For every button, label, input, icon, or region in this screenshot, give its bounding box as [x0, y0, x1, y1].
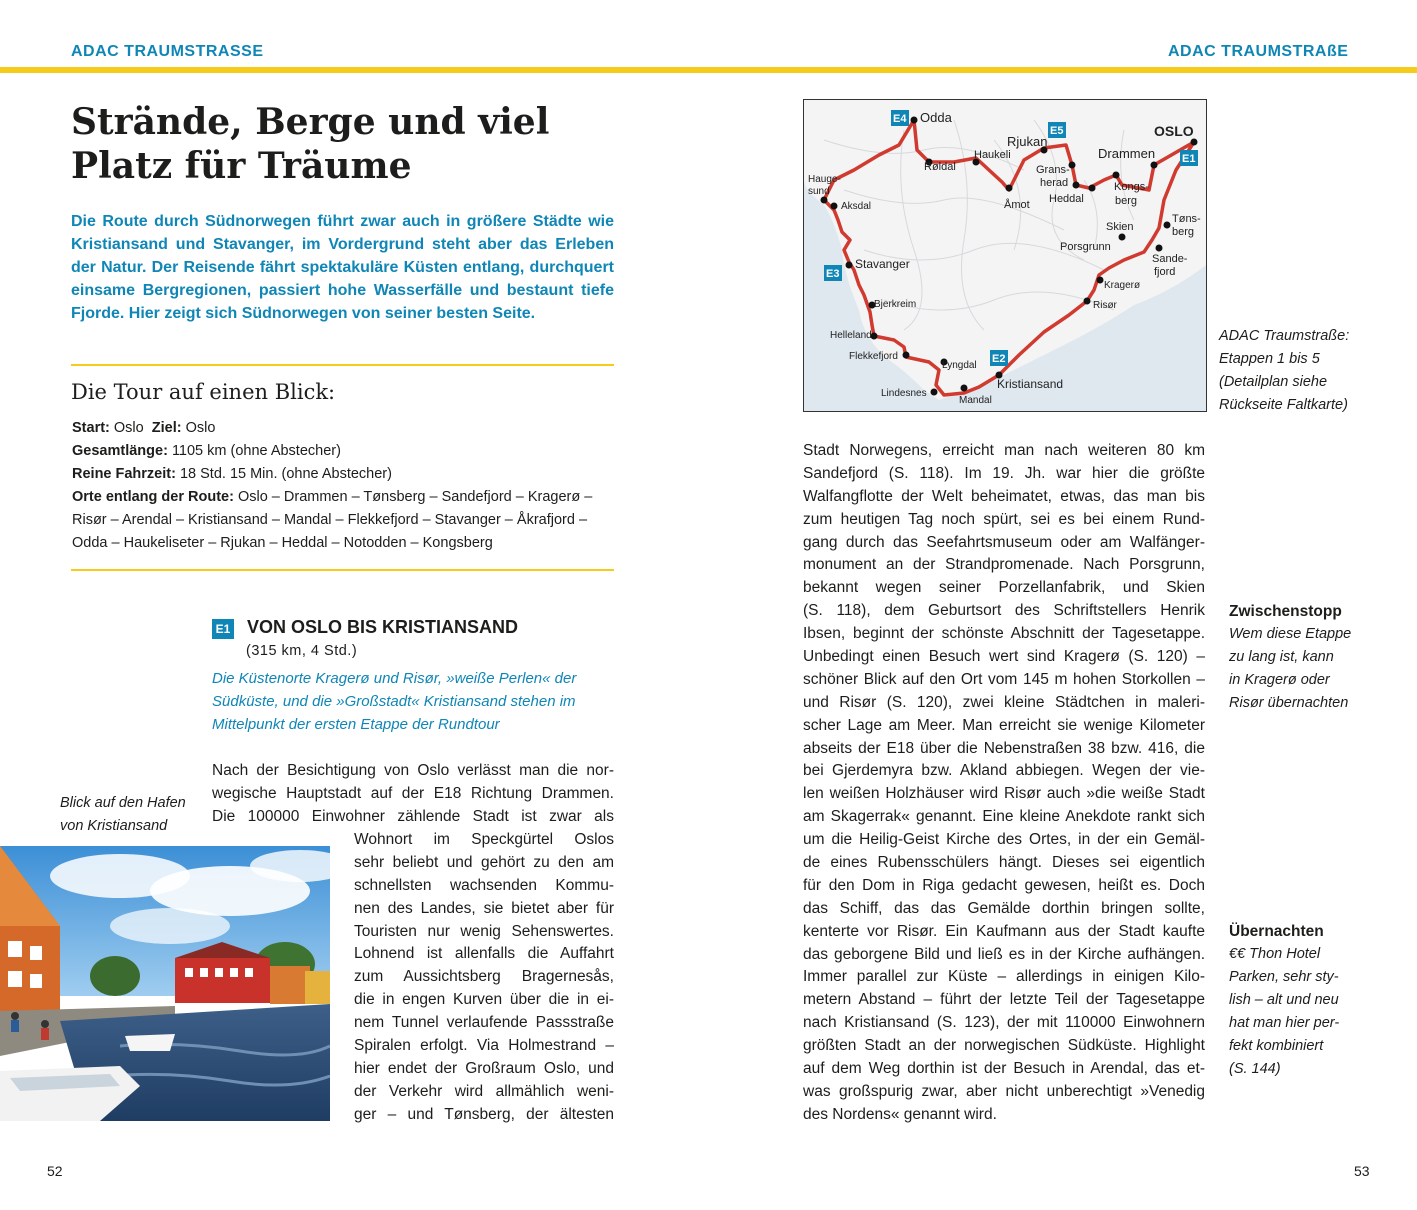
fact-value: Oslo	[113, 420, 144, 436]
fact-label: Reine Fahrzeit:	[72, 466, 176, 482]
body-line: das geborgene Bild und ließ es in der Kirche aufhängen.	[803, 945, 1205, 963]
body-line: hier endet der Großraum Oslo, und	[354, 1059, 614, 1077]
body-text-wide	[212, 760, 614, 829]
body-line: nach Kristiansand (S. 123), der mit 110000 Einwohnern	[803, 1014, 1205, 1032]
body-line: kenterte vor Risør. Ein Kaufmann aus der Stadt kaufte	[803, 922, 1205, 940]
fact-places	[72, 486, 617, 509]
overview-heading: Die Tour auf einen Blick:	[71, 380, 336, 404]
sidebar-line: lish – alt und neu	[1229, 992, 1339, 1008]
map-badge: E5	[1050, 125, 1064, 137]
body-line: de eines Rubensschülers hängt. Dieses sei eigentlich	[803, 854, 1205, 872]
sidebar-line: Wem diese Etappe	[1229, 626, 1352, 642]
caption-line: Blick auf den Hafen	[60, 795, 186, 811]
body-line: für den Dom in Riga gedacht gewesen, heißt es. Doch	[803, 876, 1205, 894]
body-line: Immer parallel zur Küste – allerdings in einigen Kilo-	[803, 968, 1205, 986]
sidebar-line: (S. 144)	[1229, 1061, 1281, 1077]
sidebar-line: Risør übernachten	[1229, 695, 1349, 711]
map-label: Grans-	[1036, 164, 1070, 176]
fact-label: Orte entlang der Route:	[72, 489, 234, 505]
map-label: Heddal	[1049, 193, 1084, 205]
body-line: nen des Landes, sie bietet aber für	[354, 899, 614, 917]
map-label: Sande-	[1152, 253, 1188, 265]
map-label: Kristiansand	[997, 377, 1064, 391]
body-line: das Schiff, das das Gemälde dorthin bringen sollte,	[803, 899, 1205, 917]
map-label: Lyngdal	[942, 360, 977, 371]
fact-places-cont: Risør – Arendal – Kristiansand – Mandal – Flekkefjord – Stavanger – Åkrafjord –	[72, 512, 588, 528]
body-line: Die 100000 Einwohner zählende Stadt ist zwar als	[212, 807, 614, 825]
fact-start	[72, 417, 617, 440]
fact-length	[72, 440, 617, 463]
body-line: was großspurig zwar, aber nicht unberechtigt »Venedig	[803, 1082, 1205, 1100]
body-line: bekannt wegen seiner Porzellanfabrik, und Skien	[803, 579, 1205, 597]
body-line: der Verkehr wird allmählich weni-	[354, 1082, 614, 1100]
caption-line: Etappen 1 bis 5	[1219, 351, 1320, 367]
map-badge: E4	[893, 113, 907, 125]
map-badge: E2	[992, 353, 1006, 365]
body-text-narrow	[354, 829, 614, 1127]
body-line: Unbedingt einen Besuch wert sind Kragerø (S. 120) –	[803, 648, 1205, 666]
sidebar-line: zu lang ist, kann	[1229, 649, 1334, 665]
body-line: ger – und Tønsberg, der ältesten	[354, 1105, 614, 1123]
sidebar-title: Zwischenstopp	[1229, 603, 1342, 620]
caption-line: (Detailplan siehe	[1219, 374, 1328, 390]
sidebar-line: in Kragerø oder	[1229, 672, 1330, 688]
body-line: größten Stadt an der norwegischen Südküste. Highlight	[803, 1037, 1205, 1055]
body-line: len weißen Holzhäuser wird Risør auch »die weiße Stadt	[803, 785, 1205, 803]
map-label: Odda	[920, 110, 952, 125]
body-line: Lohnend ist allenfalls die Auffahrt	[354, 945, 614, 963]
page-title-line: Strände, Berge und viel	[71, 101, 550, 143]
lead-paragraph: Die Route durch Südnorwegen führt zwar auch in größere Städte wie Kristiansand und Stavanger, im Vordergrund steht aber das Erleben der Natur. Der Reisende fährt spektakuläre Küsten entlang, durchquert einsame Bergregionen, passiert hohe Wasserfälle und bestaunt tiefe Fjorde. Hier zeigt sich Südnorwegen von seiner besten Seite.	[71, 213, 614, 322]
fact-value: 1105 km (ohne Abstecher)	[171, 443, 341, 459]
map-label: Haukeli	[974, 149, 1011, 161]
divider-bottom	[71, 569, 614, 571]
body-line: schöner Blick auf den Ort vom 145 m hohen Storkollen –	[803, 670, 1205, 688]
body-line: scher Lage am Meer. Man erreicht sie wenige Kilometer	[803, 716, 1205, 734]
body-line: und Risør (S. 120), zwei kleine Städtchen in maleri-	[803, 693, 1205, 711]
map-label: Røldal	[924, 161, 956, 173]
page-number-left: 52	[47, 1163, 63, 1179]
map-label: berg	[1115, 195, 1138, 207]
body-line: Spiralen erfolgt. Via Holmestrand –	[354, 1037, 614, 1055]
running-header-right: ADAC TRAUMSTRAßE	[1168, 43, 1349, 60]
stage-badge: E1	[212, 619, 234, 639]
route-map-svg	[804, 100, 1206, 411]
tour-facts	[72, 417, 617, 555]
divider-top	[71, 364, 614, 366]
route-map	[803, 99, 1207, 412]
page-title	[71, 100, 631, 188]
page-title-line: Platz für Träume	[71, 145, 412, 187]
fact-value: Oslo – Drammen – Tønsberg – Sandefjord – Kragerø –	[237, 489, 593, 505]
map-label: berg	[1172, 226, 1195, 238]
sidebar-line: Parken, sehr sty-	[1229, 969, 1339, 985]
body-line: die in engen Kurven über die in ei-	[354, 991, 614, 1009]
body-line: auf dem Weg dorthin ist der Besuch in Arendal, das et-	[803, 1060, 1205, 1078]
map-label: Bjerkreim	[874, 299, 917, 310]
body-line: Stadt Norwegens, erreicht man nach weiteren 80 km	[803, 442, 1205, 459]
caption-line: von Kristiansand	[60, 818, 168, 834]
map-label: sund	[808, 186, 830, 197]
body-line: zum Aussichtsberg Bragernesås,	[354, 968, 614, 986]
body-line: Wohnort im Speckgürtel Oslos	[354, 831, 614, 848]
fact-label: Gesamtlänge:	[72, 443, 168, 459]
body-text-right	[803, 440, 1205, 1127]
map-label: Hauge-	[808, 174, 841, 185]
map-caption	[1219, 325, 1349, 417]
harbour-photo	[0, 846, 330, 1121]
fact-places-cont: Odda – Haukeliseter – Rjukan – Heddal – Notodden – Kongsberg	[72, 535, 493, 551]
map-label: Flekkefjord	[849, 351, 898, 362]
body-line: zum heutigen Tag noch spürt, sei es bei einem Rund-	[803, 510, 1205, 528]
header-rule	[0, 67, 1417, 73]
running-header-left: ADAC TRAUMSTRASSE	[71, 43, 264, 60]
body-line: schnellsten wachsenden Kommu-	[354, 876, 614, 894]
map-label: OSLO	[1154, 123, 1194, 139]
body-line: metern Abstand – führt der letzte Teil der Tagesetappe	[803, 991, 1205, 1009]
body-line: Touristen nur wenig Sehenswertes.	[354, 922, 614, 940]
stage-intro: Die Küstenorte Kragerø und Risør, »weiße Perlen« der Südküste, und die »Großstadt« Kristiansand stehen im Mittelpunkt der ersten Etappe der Rundtour	[212, 670, 577, 733]
fact-time	[72, 463, 617, 486]
fact-label: Ziel:	[151, 420, 182, 436]
caption-line: ADAC Traumstraße:	[1219, 328, 1350, 344]
page-number-right: 53	[1354, 1163, 1370, 1179]
map-label: Lindesnes	[881, 388, 927, 399]
map-label: Risør	[1093, 300, 1117, 311]
sidebar-line: fekt kombiniert	[1229, 1038, 1324, 1054]
map-label: Tøns-	[1172, 213, 1201, 225]
map-label: Kragerø	[1104, 280, 1141, 291]
map-label: Porsgrunn	[1060, 241, 1111, 253]
map-label: Aksdal	[841, 201, 872, 212]
map-label: herad	[1040, 177, 1069, 189]
body-line: gang durch das Seefahrtsmuseum oder am Walfänger-	[803, 533, 1205, 551]
stage-title: VON OSLO BIS KRISTIANSAND	[247, 617, 519, 637]
body-line: sehr beliebt und gehört zu den am	[354, 853, 614, 871]
sidebar-zwischenstopp	[1229, 600, 1351, 715]
sidebar-line: €€ Thon Hotel	[1229, 946, 1321, 962]
map-label: Helleland	[830, 330, 872, 341]
map-label: Åmot	[1004, 199, 1030, 211]
map-label: Mandal	[959, 395, 992, 406]
map-badge: E1	[1182, 153, 1196, 165]
body-line: nem Tunnel verlaufende Passstraße	[354, 1014, 614, 1032]
stage-heading	[212, 617, 518, 639]
map-label: fjord	[1154, 266, 1176, 278]
caption-line: Rückseite Faltkarte)	[1219, 397, 1348, 413]
body-line: (S. 118), dem Geburtsort des Schriftstellers Henrik	[803, 602, 1205, 620]
body-line: am Skagerrak« genannt. Eine kleine Anekdote rankt sich	[803, 808, 1205, 826]
body-line: Walfangflotte der Welt beheimatet, etwas, das man bis	[803, 487, 1205, 505]
map-label: Rjukan	[1007, 134, 1048, 149]
body-line: Ibsen, beginnt der schönste Abschnitt der Tagesetappe.	[803, 625, 1205, 643]
map-label: Stavanger	[855, 257, 910, 271]
body-line: um die Heilig-Geist Kirche des Ortes, in der ein Gemäl-	[803, 831, 1205, 849]
body-line: Sandefjord (S. 118). Im 19. Jh. war hier die größte	[803, 464, 1205, 482]
map-label: Skien	[1106, 221, 1134, 233]
body-line: Nach der Besichtigung von Oslo verlässt man die nor-	[212, 762, 614, 779]
sidebar-line: hat man hier per-	[1229, 1015, 1340, 1031]
photo-caption	[60, 792, 186, 838]
body-line: wegische Hauptstadt auf der E18 Richtung Drammen.	[212, 784, 614, 802]
stage-subtitle: (315 km, 4 Std.)	[246, 643, 358, 659]
fact-value: Oslo	[185, 420, 216, 436]
sidebar-title: Übernachten	[1229, 923, 1324, 940]
body-line: des Nordens« genannt wird.	[803, 1105, 997, 1123]
body-line: abseits der E18 über die Nebenstraßen 38 bzw. 416, die	[803, 739, 1205, 757]
fact-value: 18 Std. 15 Min. (ohne Abstecher)	[179, 466, 392, 482]
fact-label: Start:	[72, 420, 110, 436]
sidebar-uebernachten	[1229, 920, 1339, 1081]
body-line: bei Gjerdemyra bzw. Akland abbiegen. Wegen der vie-	[803, 762, 1205, 780]
map-label: Kongs-	[1114, 181, 1149, 193]
body-line: monument an der Strandpromenade. Nach Porsgrunn,	[803, 556, 1205, 574]
map-label: Drammen	[1098, 146, 1156, 161]
harbour-illustration	[0, 846, 330, 1121]
map-badge: E3	[826, 268, 840, 280]
